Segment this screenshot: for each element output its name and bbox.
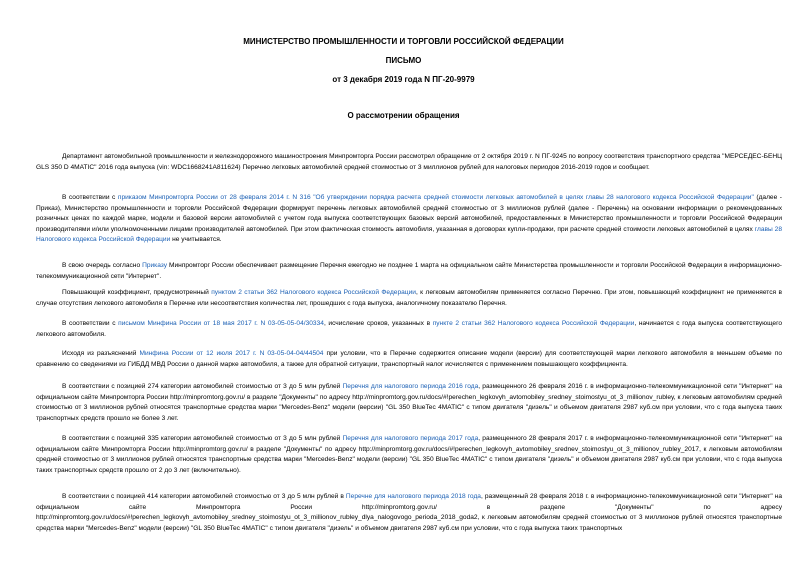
paragraph-2 (36, 193, 782, 246)
paragraph-5-text-b: , исчисление сроков, указанных в (323, 320, 433, 327)
link-minfin-letter-30334[interactable]: письмом Минфина России от 18 мая 2017 г. N 03-05-05-04/30334 (118, 320, 324, 327)
paragraph-9 (36, 492, 782, 534)
paragraph-2-text-b: (далее - Приказ), Министерство промышленности и торговли Российской Федерации формирует перечень легковых автомобилей средней стоимостью от 3 миллионов рублей (далее - Перечень) на основании информации о рекомендованных розничных ценах по каждой марке, модели и базовой версии автомобилей с учетом года выпуска соответствующих базовых версий автомобилей, предоставленных в Министерство промышленности и торговли Российской Федерации производителями и/или уполномоченными лицами производителей автомобилей. При этом фактическая стоимость автомобиля, указанная в договорах купли-продажи, при расчете средней стоимости легковых автомобилей в целях (36, 194, 782, 233)
document-date-number: от 3 декабря 2019 года N ПГ-20-9979 (332, 75, 475, 84)
link-list-2018[interactable]: Перечне для налогового периода 2018 года (345, 493, 481, 500)
paragraph-3-text-a: В свою очередь согласно (62, 262, 143, 269)
ministry-heading: МИНИСТЕРСТВО ПРОМЫШЛЕННОСТИ И ТОРГОВЛИ РОССИЙСКОЙ ФЕДЕРАЦИИ (243, 37, 564, 46)
paragraph-9-text-b: , размещенный 28 февраля 2018 г. в информационно-телекоммуникационной сети "Интернет" на официальном сайте Минпромторга России http://minpromtorg.gov.ru/ в разделе "Документы" по адресу http://minpromtorg.gov.ru/docs/#!perechen_legkovyh_avtomobiley_sredney_stoimostyu_ot_3_millionov_rubley_dlya_nalogovogo_perioda_2018_goda2, к легковым автомобилям средней стоимостью от 3 миллионов рублей относятся транспортные средства марки "Mercedes-Benz" модели (версии) "GL 350 BlueTec 4MATIC" с типом двигателя "дизель" и объемом двигателя 2987 куб.см при условии, что с года выпуска таких транспортных (36, 493, 782, 532)
paragraph-7-text-b: , размещенного 26 февраля 2016 г. в информационно-телекоммуникационной сети "Интернет" на официальном сайте Минпромторга России http://minpromtorg.gov.ru/ в разделе "Документы" по адресу http://minpromtorg.gov.ru/docs/#!perechen_legkovyh_avtomobiley_sredney_stoimostyu_ot_3_millionov_rubley, к легковым автомобилям средней стоимостью от 3 миллионов рублей относятся транспортные средства марки "Mercedes-Benz" модели (версии) "GL 350 BlueTec 4MATIC" с типом двигателя "дизель" и объемом двигателя 2987 куб.см при условии, что с года выпуска таких транспортных средств прошло не более 3 лет. (36, 383, 783, 422)
link-list-2017[interactable]: Перечня для налогового периода 2017 года (342, 435, 479, 442)
link-list-2016[interactable]: Перечня для налогового периода 2016 года (342, 383, 479, 390)
link-tax-code-chapter-28[interactable]: главы 28 Налогового кодекса Российской Федерации (36, 225, 782, 244)
link-article-362-p2-second[interactable]: пункте 2 статьи 362 Налогового кодекса Российской Федерации (432, 320, 635, 327)
paragraph-2-text-c: не учитывается. (170, 236, 222, 244)
paragraph-6-text-b: при условии, что в Перечне содержится описание модели (версии) для соответствующей марки легкового автомобиля в меньшем объеме по сравнению со сведениями из ГИБДД МВД России о данной марке автомобиля, а также для обратной ситуации, транспортный налог исчисляется с применением повышающего коэффициента. (36, 350, 782, 368)
document-type: ПИСЬМО (385, 56, 422, 65)
paragraph-2-text-a: В соответствии с (62, 194, 118, 201)
paragraph-8-text-a: В соответствии с позицией 335 категории автомобилей стоимостью от 3 до 5 млн рублей (62, 435, 343, 442)
paragraph-8-text-b: , размещенного 28 февраля 2017 г. в информационно-телекоммуникационной сети "Интернет" на официальном сайте Минпромторга России http://minpromtorg.gov.ru/ в разделе "Документы" по адресу http://minpromtorg.gov.ru/docs/#!perechen_legkovyh_avtomobiley_srednev_stoimostyu_ot_3_millionov_rubley_2017, к легковым автомобилям средней стоимостью от 3 миллионов рублей относятся транспортные средства марки "Mercedes-Benz" модели (версии) "GL 350 BlueTec 4MATIC" с типом двигателя "дизель" и объемом двигателя 2987 куб.см при условии, что с года выпуска таких транспортных средств прошло от 2 до 3 лет (включительно). (36, 435, 783, 474)
document-subject: О рассмотрении обращения (347, 111, 460, 120)
paragraph-7 (36, 382, 782, 424)
paragraph-5 (36, 319, 782, 340)
paragraph-7-text-a: В соответствии с позицией 274 категории автомобилей стоимостью от 3 до 5 млн рублей (62, 383, 343, 390)
paragraph-3-text-b: Минпромторг России обеспечивает размещение Перечня ежегодно не позднее 1 марта на официальном сайте Министерства промышленности и торговли Российской Федерации в информационно-телекоммуникационной сети "Интернет". (36, 262, 782, 280)
paragraph-3 (36, 261, 782, 282)
paragraph-8 (36, 434, 782, 476)
link-order-316[interactable]: приказом Минпромторга России от 28 февраля 2014 г. N 316 "Об утверждении порядка расчета средней стоимости легковых автомобилей в целях главы 28 налогового кодекса Российской Федерации" (117, 194, 754, 201)
paragraph-4 (36, 288, 782, 309)
paragraph-1 (36, 152, 782, 173)
link-article-362-p2[interactable]: пунктом 2 статьи 362 Налогового кодекса Российской Федерации (211, 289, 416, 296)
paragraph-4-text-a: Повышающий коэффициент, предусмотренный (62, 289, 212, 296)
paragraph-4-text-b: , к легковым автомобилям применяется согласно Перечню. При этом, повышающий коэффициент не применяется в случае отсутствия легкового автомобиля в Перечне или несоответствия количества лет, прошедших с года выпуска, аналогичному показателю Перечня. (36, 289, 783, 307)
paragraph-5-text-a: В соответствии с (62, 320, 119, 327)
link-order[interactable]: Приказу (142, 262, 168, 269)
paragraph-5-text-c: , начинается с года выпуска соответствующего легкового автомобиля. (36, 320, 783, 338)
paragraph-6-text-a: Исходя из разъяснений (62, 350, 140, 357)
link-minfin-letter-44504[interactable]: Минфина России от 12 июля 2017 г. N 03-05-04-04/44504 (139, 350, 324, 357)
paragraph-1-text: Департамент автомобильной промышленности и железнодорожного машиностроения Минпромторга России рассмотрел обращение от 2 октября 2019 г. N ПГ-9245 по вопросу соответствия транспортного средства "МЕРСЕДЕС-БЕНЦ GLS 350 D 4MATIC" 2016 года выпуска (vin: WDC1668241A811624) Перечню легковых автомобилей средней стоимостью от 3 миллионов рублей для налоговых периодов 2016-2019 годов и сообщает. (36, 153, 783, 171)
paragraph-9-text-a: В соответствии с позицией 414 категории автомобилей стоимостью от 3 до 5 млн рублей в (62, 493, 346, 500)
paragraph-6 (36, 349, 782, 370)
